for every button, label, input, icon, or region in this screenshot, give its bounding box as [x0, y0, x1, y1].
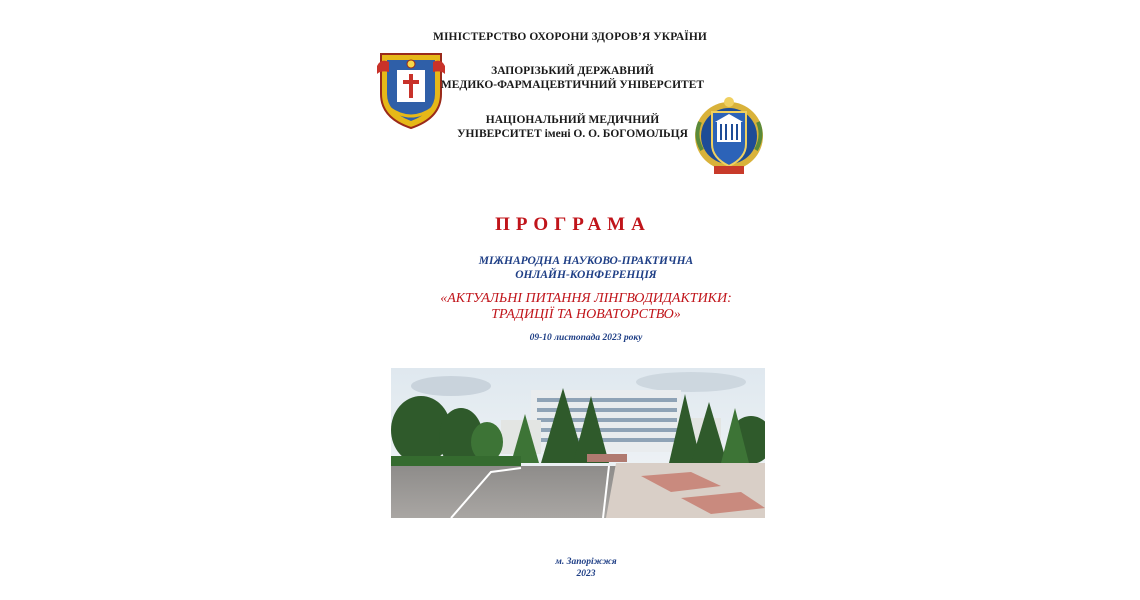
conference-name-line2: ТРАДИЦІЇ ТА НОВАТОРСТВО»: [491, 307, 681, 322]
conference-name-line1: «АКТУАЛЬНІ ПИТАННЯ ЛІНГВОДИДАКТИКИ:: [440, 291, 732, 306]
university-1-name: [380, 64, 765, 92]
footer-city: м. Запоріжжя: [555, 557, 617, 567]
ministry-heading: МІНІСТЕРСТВО ОХОРОНИ ЗДОРОВ’Я УКРАЇНИ: [433, 31, 707, 43]
bogomolets-university-crest-icon: [690, 92, 768, 178]
university-1-line2: МЕДИКО-ФАРМАЦЕВТИЧНИЙ УНІВЕРСИТЕТ: [440, 79, 705, 91]
conference-type-line1: МІЖНАРОДНА НАУКОВО-ПРАКТИЧНА: [478, 255, 694, 267]
footer-year: 2023: [576, 569, 596, 579]
university-1-line1: ЗАПОРІЗЬКИЙ ДЕРЖАВНИЙ: [491, 65, 654, 77]
program-title: ПРОГРАМА: [495, 214, 651, 235]
university-2-line1: НАЦІОНАЛЬНИЙ МЕДИЧНИЙ: [485, 114, 660, 126]
university-2-line2: УНІВЕРСИТЕТ імені О. О. БОГОМОЛЬЦЯ: [457, 128, 688, 140]
conference-type-line2: ОНЛАЙН-КОНФЕРЕНЦІЯ: [515, 269, 657, 281]
conference-name: [0, 291, 1140, 323]
conference-dates: 09-10 листопада 2023 року: [529, 333, 643, 343]
campus-photo: [391, 368, 765, 518]
footer: [0, 556, 1140, 580]
conference-type: [0, 254, 1140, 282]
